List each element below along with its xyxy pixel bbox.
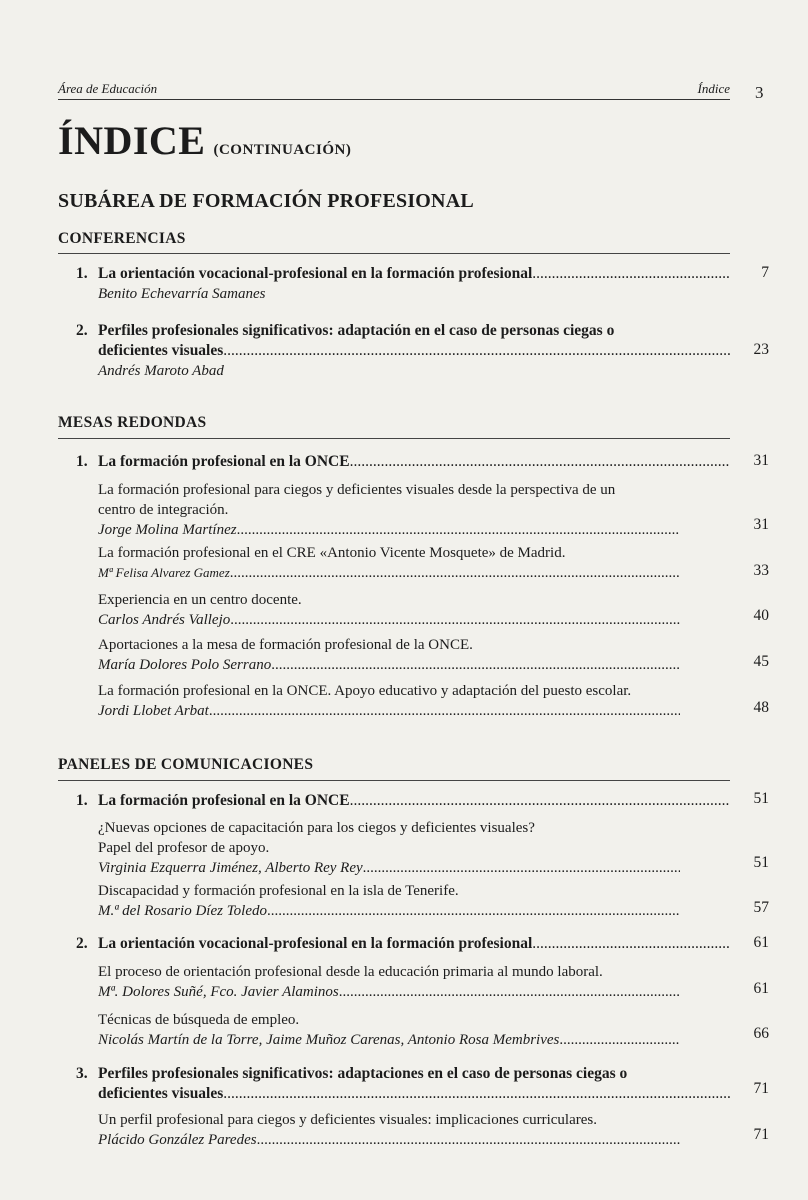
entry-title: Perfiles profesionales significativos: adaptación en el caso de personas ciegas o	[98, 322, 615, 339]
entry-number: 2.	[76, 322, 88, 339]
subentry-page: 31	[753, 516, 769, 533]
entry-title: La orientación vocacional-profesional en la formación profesional	[98, 265, 533, 282]
page-number: 3	[755, 83, 764, 102]
subentry-author: María Dolores Polo Serrano	[98, 657, 272, 673]
section-rule	[58, 438, 730, 439]
entry-author: Benito Echevarría Samanes	[98, 286, 266, 302]
toc-entry	[76, 791, 730, 811]
section-heading-paneles: PANELES DE COMUNICACIONES	[58, 756, 314, 773]
dot-leader	[532, 264, 730, 284]
dot-leader	[257, 1130, 680, 1150]
subentry-author: Jorge Molina Martínez	[98, 522, 237, 538]
dot-leader	[223, 1084, 730, 1104]
subentry-title: La formación profesional en el CRE «Antonio Vicente Mosquete» de Madrid.	[98, 545, 566, 561]
subentry-author: Plácido González Paredes	[98, 1132, 257, 1148]
subentry-page: 40	[753, 607, 769, 624]
subentry-title: Discapacidad y formación profesional en la isla de Tenerife.	[98, 883, 459, 899]
dot-leader	[350, 452, 730, 472]
dot-leader	[237, 520, 680, 540]
entry-page: 61	[753, 934, 769, 951]
entry-title: La formación profesional en la ONCE	[98, 792, 350, 809]
toc-subentry	[98, 881, 680, 921]
subentry-author: Nicolás Martín de la Torre, Jaime Muñoz Carenas, Antonio Rosa Membrives	[98, 1032, 560, 1048]
entry-number: 1.	[76, 265, 88, 282]
dot-leader	[350, 791, 730, 811]
subentry-page: 33	[753, 562, 769, 579]
subentry-title-cont: centro de integración.	[98, 502, 229, 518]
toc-entry	[76, 264, 730, 304]
toc-subentry	[98, 681, 680, 721]
entry-title: La orientación vocacional-profesional en la formación profesional	[98, 935, 533, 952]
toc-subentry	[98, 962, 680, 1002]
entry-number: 1.	[76, 453, 88, 470]
dot-leader	[271, 655, 680, 675]
toc-subentry	[98, 1010, 680, 1050]
running-header	[58, 81, 730, 99]
section-heading-mesas: MESAS REDONDAS	[58, 414, 207, 431]
subentry-title: El proceso de orientación profesional desde la educación primaria al mundo laboral.	[98, 964, 603, 980]
toc-subentry	[98, 590, 680, 630]
dot-leader	[532, 934, 730, 954]
subentry-author: Carlos Andrés Vallejo	[98, 612, 231, 628]
entry-number: 2.	[76, 935, 88, 952]
subentry-page: 48	[753, 699, 769, 716]
entry-page: 31	[753, 452, 769, 469]
title-suffix: (CONTINUACIÓN)	[213, 142, 352, 158]
toc-entry	[76, 934, 730, 954]
toc-entry	[76, 452, 730, 472]
dot-leader	[339, 982, 680, 1002]
entry-page: 51	[753, 790, 769, 807]
entry-number: 3.	[76, 1065, 88, 1082]
subentry-title: La formación profesional en la ONCE. Apoyo educativo y adaptación del puesto escolar.	[98, 683, 632, 699]
subentry-page: 51	[753, 854, 769, 871]
dot-leader	[223, 341, 730, 361]
toc-entry	[76, 1064, 730, 1104]
section-heading-conferencias: CONFERENCIAS	[58, 230, 186, 247]
subentry-page: 57	[753, 899, 769, 916]
toc-subentry	[98, 543, 680, 583]
subentry-author: Virginia Ezquerra Jiménez, Alberto Rey Rey	[98, 860, 363, 876]
dot-leader	[267, 901, 680, 921]
section-rule	[58, 780, 730, 781]
header-area-label: Área de Educación	[58, 81, 158, 96]
entry-page: 7	[761, 264, 769, 281]
subentry-title: Aportaciones a la mesa de formación profesional de la ONCE.	[98, 637, 473, 653]
dot-leader	[209, 701, 680, 721]
subentry-author: Mª Felisa Alvarez Gamez	[98, 565, 230, 580]
subentry-title: ¿Nuevas opciones de capacitación para los ciegos y deficientes visuales?	[98, 820, 535, 836]
subarea-heading: SUBÁREA DE FORMACIÓN PROFESIONAL	[58, 190, 474, 212]
subentry-page: 61	[753, 980, 769, 997]
entry-number: 1.	[76, 792, 88, 809]
subentry-page: 45	[753, 653, 769, 670]
toc-subentry	[98, 480, 680, 540]
dot-leader	[559, 1030, 680, 1050]
entry-title: Perfiles profesionales significativos: adaptaciones en el caso de personas ciegas o	[98, 1065, 628, 1082]
entry-author: Andrés Maroto Abad	[98, 363, 224, 379]
entry-title-cont: deficientes visuales	[98, 1085, 224, 1102]
header-section-label: Índice	[697, 81, 730, 96]
toc-subentry	[98, 1110, 680, 1150]
title-main: ÍNDICE	[58, 118, 206, 163]
toc-subentry	[98, 635, 680, 675]
subentry-title-cont: Papel del profesor de apoyo.	[98, 840, 270, 856]
subentry-title: Un perfil profesional para ciegos y deficientes visuales: implicaciones curriculares.	[98, 1112, 597, 1128]
dot-leader	[363, 858, 680, 878]
subentry-title: Experiencia en un centro docente.	[98, 592, 302, 608]
subentry-page: 71	[753, 1126, 769, 1143]
subentry-page: 66	[753, 1025, 769, 1042]
dot-leader	[230, 563, 680, 583]
entry-page: 23	[753, 341, 769, 358]
entry-page: 71	[753, 1080, 769, 1097]
toc-entry	[76, 321, 730, 381]
section-rule	[58, 253, 730, 254]
page-title	[58, 117, 351, 164]
header-rule	[58, 99, 730, 100]
toc-subentry	[98, 818, 680, 878]
entry-title: La formación profesional en la ONCE	[98, 453, 350, 470]
subentry-title: La formación profesional para ciegos y deficientes visuales desde la perspectiva de un	[98, 482, 616, 498]
entry-title-cont: deficientes visuales	[98, 342, 224, 359]
subentry-title: Técnicas de búsqueda de empleo.	[98, 1012, 300, 1028]
subentry-author: M.ª del Rosario Díez Toledo	[98, 903, 267, 919]
dot-leader	[230, 610, 680, 630]
subentry-author: Jordi Llobet Arbat	[98, 703, 209, 719]
subentry-author: Mª. Dolores Suñé, Fco. Javier Alaminos	[98, 984, 339, 1000]
